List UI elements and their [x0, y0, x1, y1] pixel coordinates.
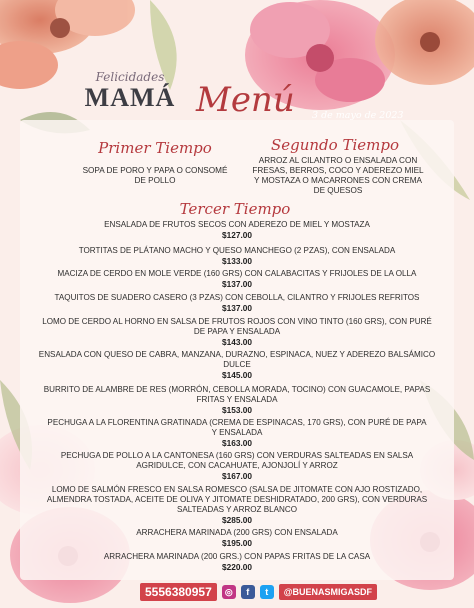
footer-contact	[140, 583, 377, 601]
dish-price: $145.00	[222, 370, 252, 380]
dish-price: $133.00	[222, 256, 252, 266]
dish-item: BURRITO DE ALAMBRE DE RES (MORRÓN, CEBOLLA MORADA, TOCINO) CON GUACAMOLE, PAPAS FRITAS Y ENSALADA $153.00	[37, 385, 437, 415]
segundo-tiempo-title: Segundo Tiempo	[270, 136, 399, 154]
primer-tiempo-title: Primer Tiempo	[98, 139, 212, 157]
segundo-tiempo-text: ARROZ AL CILANTRO O ENSALADA CON FRESAS, BERROS, COCO Y ADEREZO MIEL Y MOSTAZA O MACARRONES CON CREMA DE QUESOS	[252, 156, 424, 195]
social-handle[interactable]: @BUENASMIGASDF	[279, 584, 377, 600]
dish-price: $220.00	[222, 562, 252, 572]
instagram-icon[interactable]: ◎	[222, 585, 236, 599]
header-subtitle: Felicidades	[95, 70, 165, 84]
dish-price: $285.00	[222, 515, 252, 525]
event-date: 3 de mayo de 2023	[312, 110, 404, 121]
dish-item: LOMO DE CERDO AL HORNO EN SALSA DE FRUTOS ROJOS CON VINO TINTO (160 GRS), CON PURÉ DE PAPA Y ENSALADA $143.00	[42, 317, 432, 347]
dish-price: $143.00	[222, 337, 252, 347]
phone-number[interactable]: 5556380957	[140, 583, 217, 601]
dish-price: $153.00	[222, 405, 252, 415]
dish-item: PECHUGA DE POLLO A LA CANTONESA (160 GRS) CON VERDURAS SALTEADAS EN SALSA AGRIDULCE, CON CACAHUATE, AJONJOLÍ Y ARROZ $167.00	[37, 451, 437, 481]
dish-item: ARRACHERA MARINADA (200 GRS.) CON PAPAS FRITAS DE LA CASA $220.00	[30, 552, 444, 572]
facebook-icon[interactable]: f	[241, 585, 255, 599]
dish-item: LOMO DE SALMÓN FRESCO EN SALSA ROMESCO (SALSA DE JITOMATE CON AJO ROSTIZADO, ALMENDRA TOSTADA, ACEITE DE OLIVA Y JITOMATE DESHIDRATADO, 200 GRS), CON VERDURAS SALTEADAS Y ARROZ BLANCO $285.00	[37, 485, 437, 525]
dish-item: MACIZA DE CERDO EN MOLE VERDE (160 GRS) CON CALABACITAS Y FRIJOLES DE LA OLLA $137.00	[30, 269, 444, 289]
tercer-tiempo-title: Tercer Tiempo	[179, 200, 291, 218]
dish-item: ARRACHERA MARINADA (200 GRS) CON ENSALADA $195.00	[30, 528, 444, 548]
dish-price: $137.00	[222, 279, 252, 289]
dish-item: ENSALADA DE FRUTOS SECOS CON ADEREZO DE MIEL Y MOSTAZA $127.00	[30, 220, 444, 240]
dish-item: TAQUITOS DE SUADERO CASERO (3 PZAS) CON CEBOLLA, CILANTRO Y FRIJOLES REFRITOS $137.00	[30, 293, 444, 313]
dish-price: $163.00	[222, 438, 252, 448]
header-title: MAMÁ	[84, 83, 176, 112]
dish-price: $167.00	[222, 471, 252, 481]
twitter-icon[interactable]: t	[260, 585, 274, 599]
dish-item: TORTITAS DE PLÁTANO MACHO Y QUESO MANCHEGO (2 PZAS), CON ENSALADA $133.00	[30, 246, 444, 266]
dish-price: $137.00	[222, 303, 252, 313]
dish-item: ENSALADA CON QUESO DE CABRA, MANZANA, DURAZNO, ESPINACA, NUEZ Y ADEREZO BALSÁMICO DULCE $145.00	[38, 350, 436, 380]
dish-price: $127.00	[222, 230, 252, 240]
dish-price: $195.00	[222, 538, 252, 548]
primer-tiempo-text: SOPA DE PORO Y PAPA O CONSOMÉ DE POLLO	[82, 166, 228, 185]
menu-title: Menú	[196, 80, 295, 120]
dish-item: PECHUGA A LA FLORENTINA GRATINADA (CREMA DE ESPINACAS, 170 GRS), CON PURÉ DE PAPA Y ENSALADA $163.00	[47, 418, 427, 448]
